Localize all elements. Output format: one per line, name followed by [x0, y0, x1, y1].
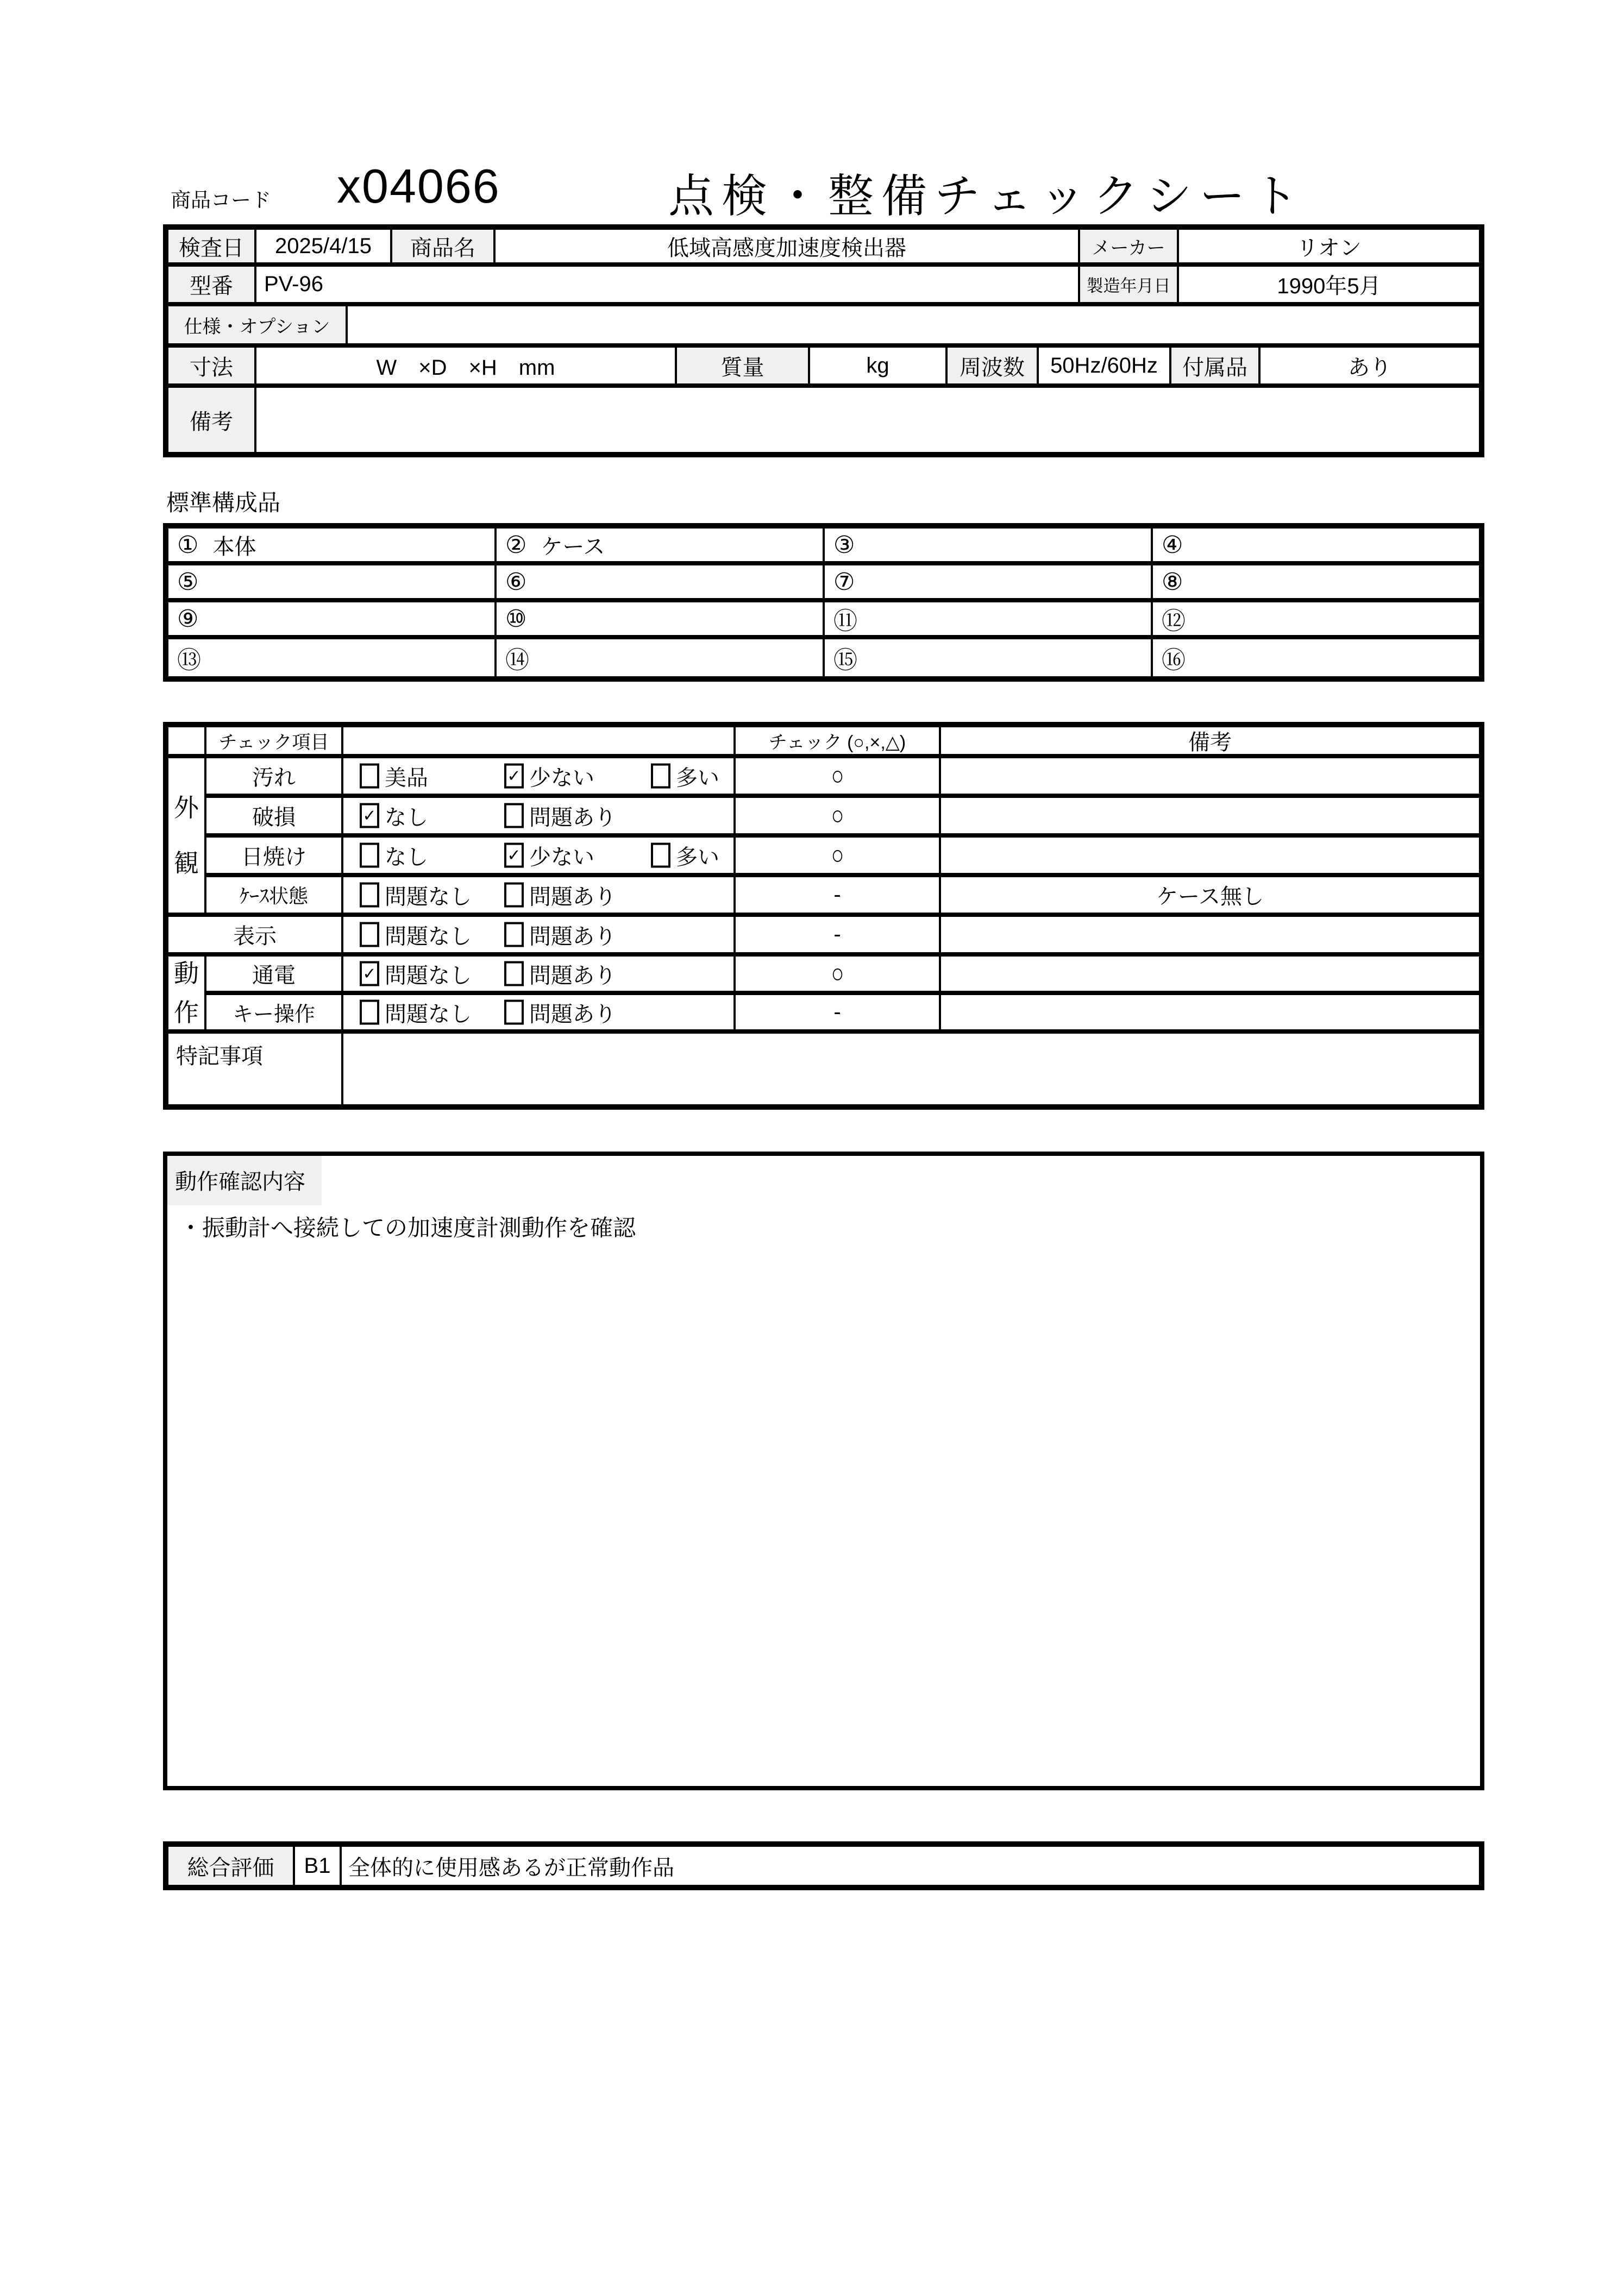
model-label: 型番: [168, 267, 256, 302]
option-label: 問題なし: [385, 964, 472, 987]
group-appearance: [168, 758, 206, 917]
component-cell-16: [1153, 639, 1479, 676]
check-row-label-case: ｹｰｽ状態: [206, 877, 343, 917]
check-mark-cell: -: [736, 917, 941, 957]
operation-check-line: ・振動計へ接続しての加速度計測動作を確認: [179, 1215, 636, 1241]
check-row-options-sunburn: [343, 838, 736, 877]
remarks-label: 備考: [168, 388, 256, 452]
checkbox[interactable]: [360, 883, 379, 908]
component-cell-11: [825, 602, 1153, 635]
component-number: ⑧: [1162, 568, 1183, 595]
component-cell-4: [1153, 529, 1479, 561]
checkbox-checked[interactable]: ✓: [360, 803, 379, 828]
remark-cell: [941, 917, 1479, 957]
info-row-2: [168, 267, 1479, 306]
remark-cell: [941, 957, 1479, 995]
component-number: ⑪: [833, 608, 857, 634]
check-row-label-power: 通電: [206, 957, 343, 995]
check-mark-cell: [736, 758, 941, 798]
group-operation-char-1: 動: [174, 959, 199, 987]
check-mark-cell: -: [736, 877, 941, 917]
option: [651, 840, 719, 871]
weight-value: kg: [810, 348, 948, 383]
page-title: 点検・整備チェックシート: [668, 171, 1306, 222]
option-label: 問題なし: [385, 885, 472, 909]
group-appearance-char-2: 観: [174, 849, 199, 877]
info-row-4: [168, 348, 1479, 388]
mfg-date-value: 1990年5月: [1277, 274, 1381, 298]
overall-rating-comment: 全体的に使用感あるが正常動作品: [348, 1855, 674, 1880]
dimensions-label: 寸法: [168, 348, 256, 383]
check-mark: ○: [831, 958, 844, 989]
component-name: 本体: [212, 534, 256, 559]
check-mark-cell: [736, 838, 941, 877]
check-row-label-dirt: 汚れ: [206, 758, 343, 798]
option-label: 問題あり: [529, 885, 616, 909]
option-label: 多い: [676, 766, 719, 790]
group-operation: [168, 957, 206, 1034]
components-row: [168, 602, 1479, 639]
components-table: [163, 523, 1484, 682]
check-row-label-sunburn: 日焼け: [206, 838, 343, 877]
component-cell-15: [825, 639, 1153, 676]
option: [504, 997, 616, 1028]
component-number: ①: [177, 531, 199, 558]
component-number: ⑭: [505, 647, 529, 674]
remark-cell: [941, 995, 1479, 1034]
component-cell-6: [497, 565, 825, 598]
option: [504, 879, 616, 910]
option: [360, 760, 428, 791]
check-mark: ○: [831, 800, 844, 831]
component-number: ⑯: [1162, 647, 1186, 674]
maker-label: メーカー: [1080, 230, 1179, 262]
option-label: 問題なし: [385, 1002, 472, 1026]
component-cell-8: [1153, 565, 1479, 598]
check-table: [163, 722, 1484, 1110]
overall-rating-table: [163, 1841, 1484, 1890]
checkbox[interactable]: [360, 843, 379, 868]
check-row-options-keys: [343, 995, 736, 1034]
model-value: PV-96: [256, 267, 1080, 302]
check-row-label-display: 表示: [168, 917, 343, 957]
inspection-date-label: 検査日: [168, 230, 256, 262]
checkbox-checked[interactable]: ✓: [504, 764, 524, 789]
option: [360, 958, 472, 989]
component-cell-3: [825, 529, 1153, 561]
option-label: 美品: [385, 766, 428, 790]
group-appearance-char-1: 外: [174, 794, 199, 822]
operation-check-title: 動作確認内容: [167, 1156, 322, 1205]
product-name-label: 商品名: [392, 230, 496, 262]
option: [360, 840, 428, 871]
product-name-value: 低域高感度加速度検出器: [496, 230, 1080, 262]
checkbox[interactable]: [504, 922, 524, 947]
check-header-item: チェック項目: [206, 727, 343, 758]
group-operation-char-2: 作: [174, 998, 199, 1027]
component-cell-10: [497, 602, 825, 635]
maker-value: リオン: [1296, 236, 1362, 260]
option: [360, 879, 472, 910]
checkbox[interactable]: [504, 1000, 524, 1025]
component-number: ③: [833, 531, 855, 558]
component-number: ②: [505, 531, 527, 558]
product-code-value: x04066: [337, 159, 500, 213]
option-label: なし: [385, 806, 428, 829]
info-row-3: [168, 306, 1479, 348]
inspection-date-value: 2025/4/15: [256, 230, 392, 262]
checkbox-checked[interactable]: ✓: [504, 843, 524, 868]
component-cell-5: [168, 565, 497, 598]
option: [360, 919, 472, 950]
components-title: 標準構成品: [166, 490, 281, 515]
checkbox[interactable]: [360, 922, 379, 947]
checkbox[interactable]: [651, 764, 670, 789]
checkbox[interactable]: [360, 1000, 379, 1025]
option: [504, 760, 594, 791]
check-mark-cell: [736, 798, 941, 838]
component-number: ⑤: [177, 568, 199, 595]
option-label: 多い: [676, 845, 719, 869]
component-number: ⑦: [833, 568, 855, 595]
option: [504, 958, 616, 989]
check-mark-cell: -: [736, 995, 941, 1034]
components-row: [168, 529, 1479, 565]
option: [504, 840, 594, 871]
weight-label: 質量: [677, 348, 810, 383]
check-row-label-damage: 破損: [206, 798, 343, 838]
option-label: 少ない: [529, 845, 594, 869]
component-number: ⑥: [505, 568, 527, 595]
option-label: 問題あり: [529, 964, 616, 987]
component-number: ⑫: [1162, 608, 1186, 634]
check-header-remarks: 備考: [941, 727, 1479, 758]
check-mark-cell: [736, 957, 941, 995]
checkbox-checked[interactable]: ✓: [360, 961, 379, 986]
component-cell-13: [168, 639, 497, 676]
checkbox[interactable]: [504, 961, 524, 986]
component-number: ⑨: [177, 605, 199, 632]
accessories-label: 付属品: [1171, 348, 1261, 383]
component-cell-14: [497, 639, 825, 676]
component-number: ⑩: [505, 605, 527, 632]
info-row-1: [168, 230, 1479, 267]
option: [360, 997, 472, 1028]
check-row-label-keys: キー操作: [206, 995, 343, 1034]
option-label: 問題あり: [529, 1002, 616, 1026]
check-row-options-case: [343, 877, 736, 917]
checkbox[interactable]: [360, 764, 379, 789]
operation-check-box: [163, 1152, 1484, 1790]
option-label: 少ない: [529, 766, 594, 790]
remark-cell: [941, 798, 1479, 838]
component-cell-9: [168, 602, 497, 635]
remark-cell: [941, 838, 1479, 877]
accessories-value: あり: [1348, 355, 1391, 380]
remark-cell: ケース無し: [941, 877, 1479, 917]
check-row-options-damage: [343, 798, 736, 838]
special-notes-value: [343, 1034, 1479, 1104]
option-label: 問題なし: [385, 924, 472, 948]
option-label: なし: [385, 845, 428, 869]
option: [504, 919, 616, 950]
overall-rating-grade: B1: [295, 1847, 342, 1885]
info-row-5: [168, 388, 1479, 452]
component-cell-12: [1153, 602, 1479, 635]
component-number: ④: [1162, 531, 1183, 558]
component-cell-1: [168, 529, 497, 561]
mfg-date-label: 製造年月日: [1080, 267, 1179, 302]
component-cell-7: [825, 565, 1153, 598]
product-code-label: 商品コード: [171, 189, 271, 211]
option: [504, 800, 616, 831]
option-label: 問題あり: [529, 924, 616, 948]
component-number: ⑮: [833, 647, 857, 674]
check-row-options-dirt: [343, 758, 736, 798]
product-info-table: [163, 224, 1484, 457]
dimensions-value: W ×D ×H mm: [256, 348, 677, 383]
checkbox[interactable]: [504, 803, 524, 828]
checkbox[interactable]: [504, 883, 524, 908]
checkbox[interactable]: [651, 843, 670, 868]
option-label: 問題あり: [529, 806, 616, 829]
overall-rating-label: 総合評価: [168, 1847, 295, 1885]
check-row-options-display: [343, 917, 736, 957]
components-row: [168, 565, 1479, 602]
remark-cell: [941, 758, 1479, 798]
option: [651, 760, 719, 791]
special-notes-label: 特記事項: [168, 1034, 343, 1104]
check-row-options-power: [343, 957, 736, 995]
frequency-label: 周波数: [948, 348, 1039, 383]
spec-option-label: 仕様・オプション: [168, 306, 348, 343]
check-header-options: [343, 727, 736, 758]
check-mark: ○: [831, 840, 844, 871]
check-header-mark: チェック (○,×,△): [736, 727, 941, 758]
spec-option-value: [348, 306, 1479, 343]
remarks-value: [256, 388, 1479, 452]
component-cell-2: [497, 529, 825, 561]
frequency-value: 50Hz/60Hz: [1039, 348, 1171, 383]
component-number: ⑬: [177, 647, 201, 674]
components-row: [168, 639, 1479, 676]
option: [360, 800, 428, 831]
check-header-spacer: [168, 727, 206, 758]
component-name: ケース: [541, 534, 605, 559]
check-mark: ○: [831, 760, 844, 791]
